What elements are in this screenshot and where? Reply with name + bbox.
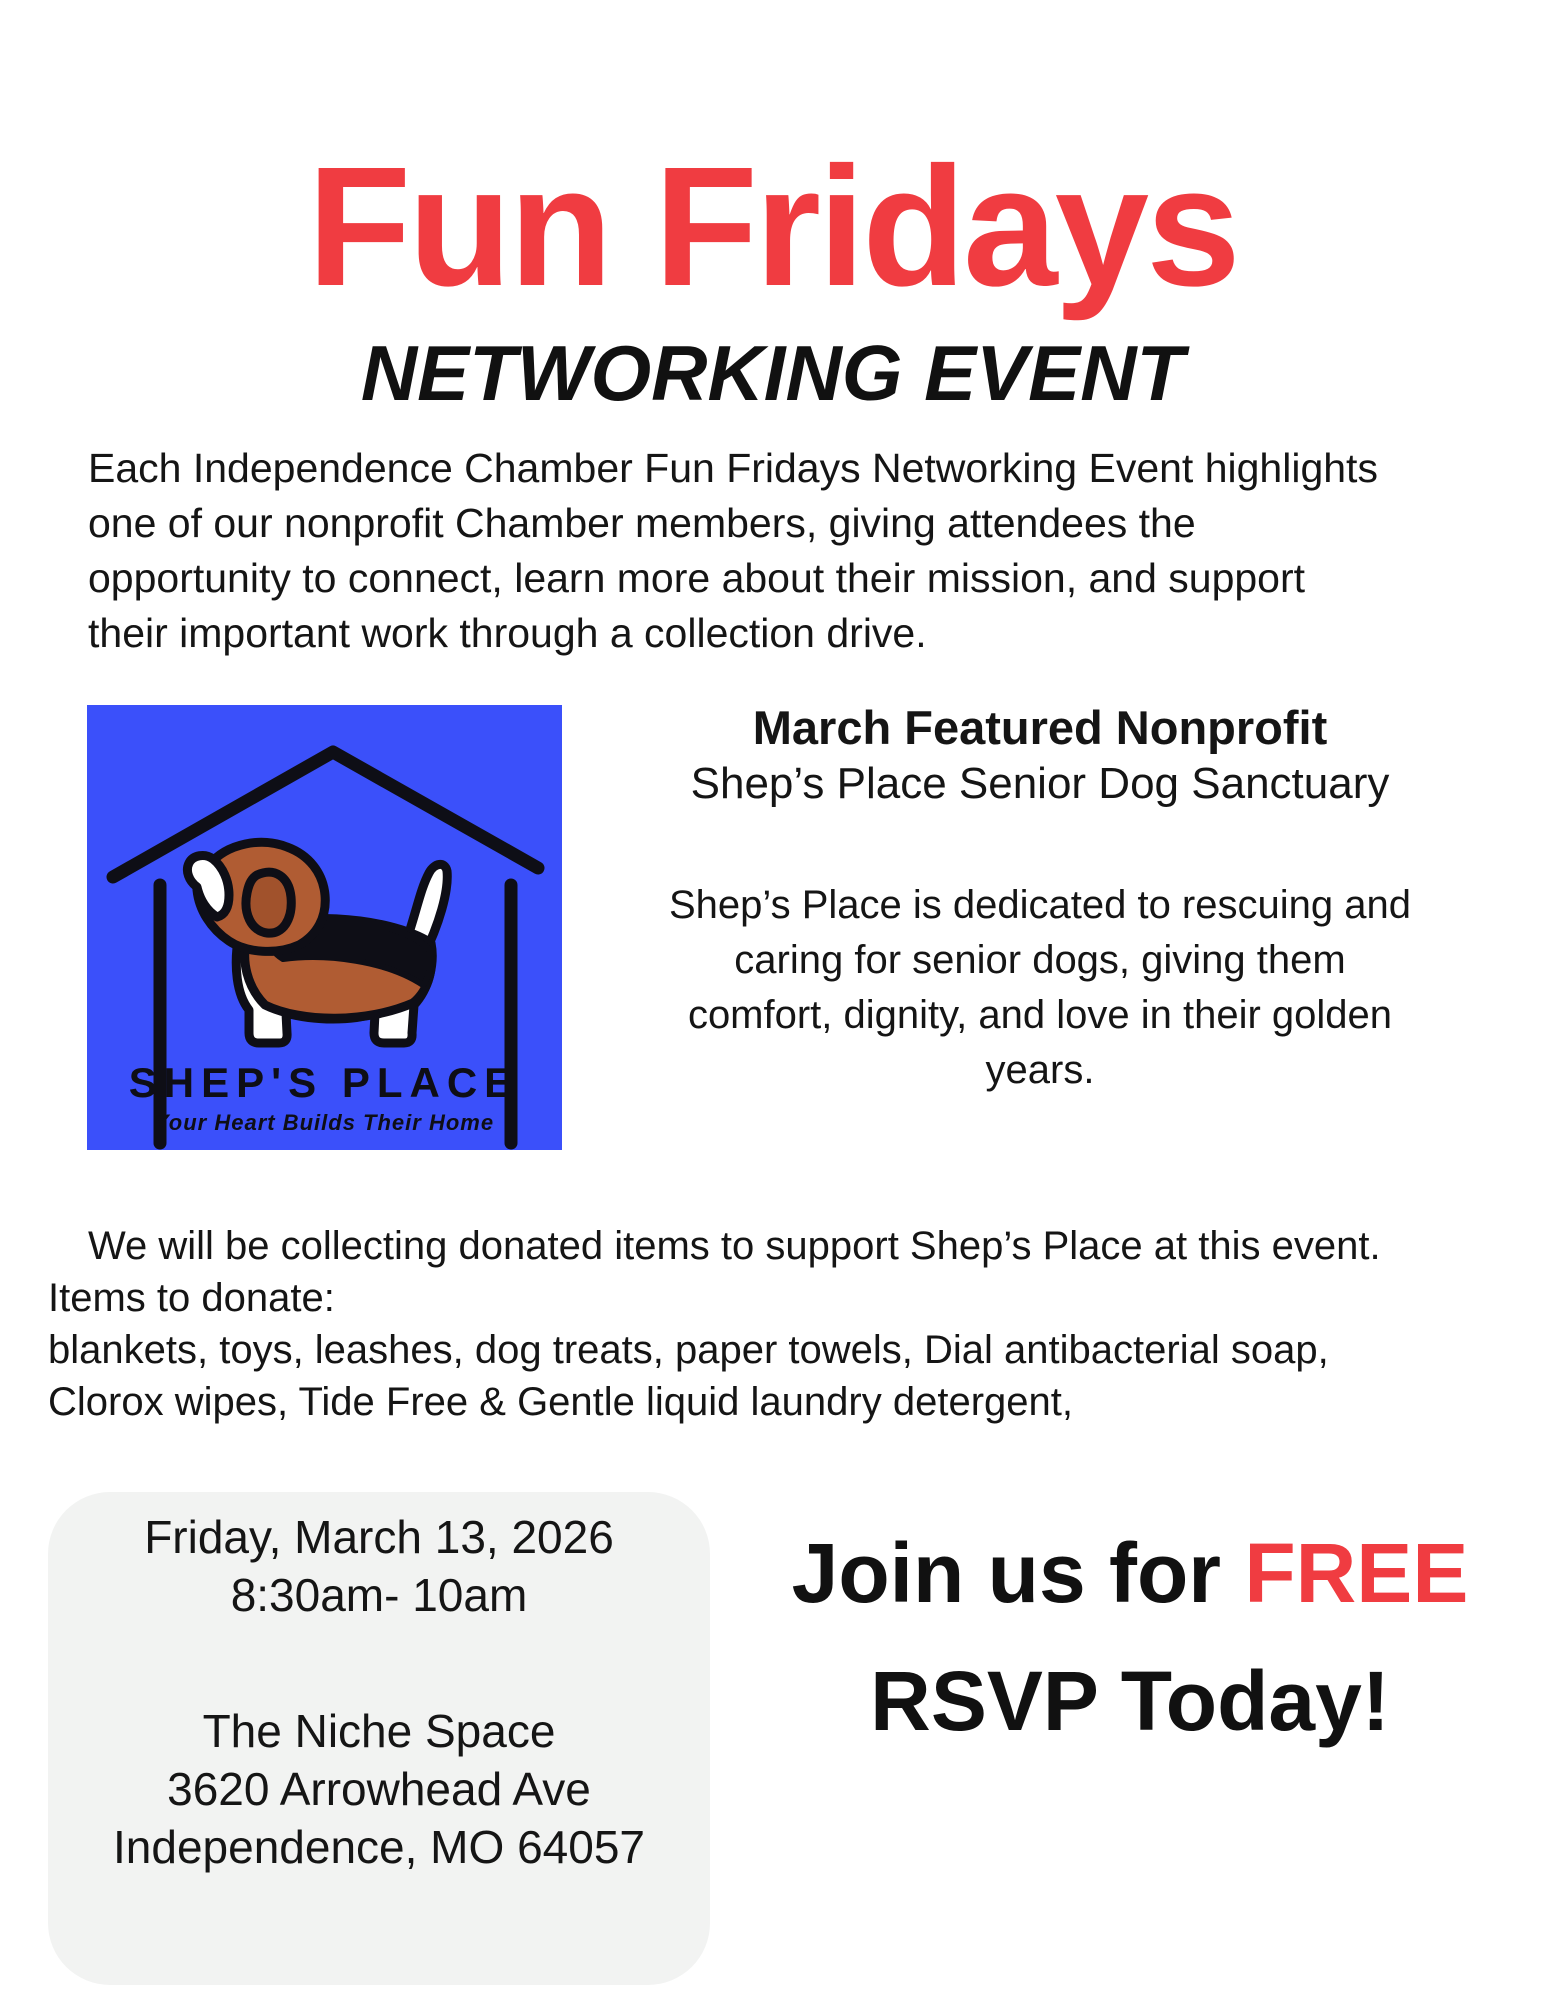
- featured-nonprofit-section: [585, 700, 1495, 1098]
- intro-line: opportunity to connect, learn more about their mission, and support: [88, 555, 1306, 601]
- logo-tagline: Your Heart Builds Their Home: [153, 1110, 495, 1135]
- intro-paragraph: [88, 441, 1488, 661]
- spacer: [585, 812, 1495, 878]
- event-time: 8:30am- 10am: [230, 1569, 528, 1621]
- featured-mission: [585, 878, 1495, 1098]
- event-city-state-zip: Independence, MO 64057: [113, 1821, 645, 1873]
- intro-line: Each Independence Chamber Fun Fridays Networking Event highlights: [88, 445, 1378, 491]
- spacer: [48, 1624, 710, 1702]
- donation-items-paragraph: [48, 1220, 1528, 1428]
- donation-line: blankets, toys, leashes, dog treats, paper towels, Dial antibacterial soap,: [48, 1328, 1329, 1372]
- intro-line: their important work through a collection drive.: [88, 610, 927, 656]
- mission-line: caring for senior dogs, giving them: [734, 938, 1346, 982]
- event-date: Friday, March 13, 2026: [144, 1511, 614, 1563]
- event-details-card: [48, 1492, 710, 1985]
- rsvp-line: RSVP Today!: [870, 1654, 1390, 1748]
- free-highlight: FREE: [1244, 1526, 1469, 1620]
- event-venue: The Niche Space: [202, 1705, 556, 1757]
- donation-line: Clorox wipes, Tide Free & Gentle liquid laundry detergent,: [48, 1380, 1073, 1424]
- intro-line: one of our nonprofit Chamber members, giving attendees the: [88, 500, 1196, 546]
- page-subtitle: NETWORKING EVENT: [360, 329, 1185, 417]
- donation-line: We will be collecting donated items to support Shep’s Place at this event.: [88, 1224, 1381, 1268]
- mission-line: years.: [985, 1048, 1095, 1092]
- logo-org-name: SHEP'S PLACE: [128, 1059, 520, 1106]
- dog-house-logo-graphic: [87, 705, 562, 1150]
- mission-line: comfort, dignity, and love in their golden: [687, 993, 1393, 1037]
- page-title: Fun Fridays: [307, 132, 1238, 322]
- donation-line: Items to donate:: [48, 1276, 335, 1320]
- join-us-text: Join us for: [791, 1526, 1245, 1620]
- call-to-action: [755, 1520, 1505, 1754]
- sheps-place-logo: [87, 705, 562, 1150]
- mission-line: Shep’s Place is dedicated to rescuing and: [669, 883, 1411, 927]
- join-us-line: [755, 1520, 1505, 1626]
- featured-org-name: Shep’s Place Senior Dog Sanctuary: [690, 759, 1390, 808]
- event-address: 3620 Arrowhead Ave: [167, 1763, 591, 1815]
- featured-heading: March Featured Nonprofit: [752, 701, 1328, 754]
